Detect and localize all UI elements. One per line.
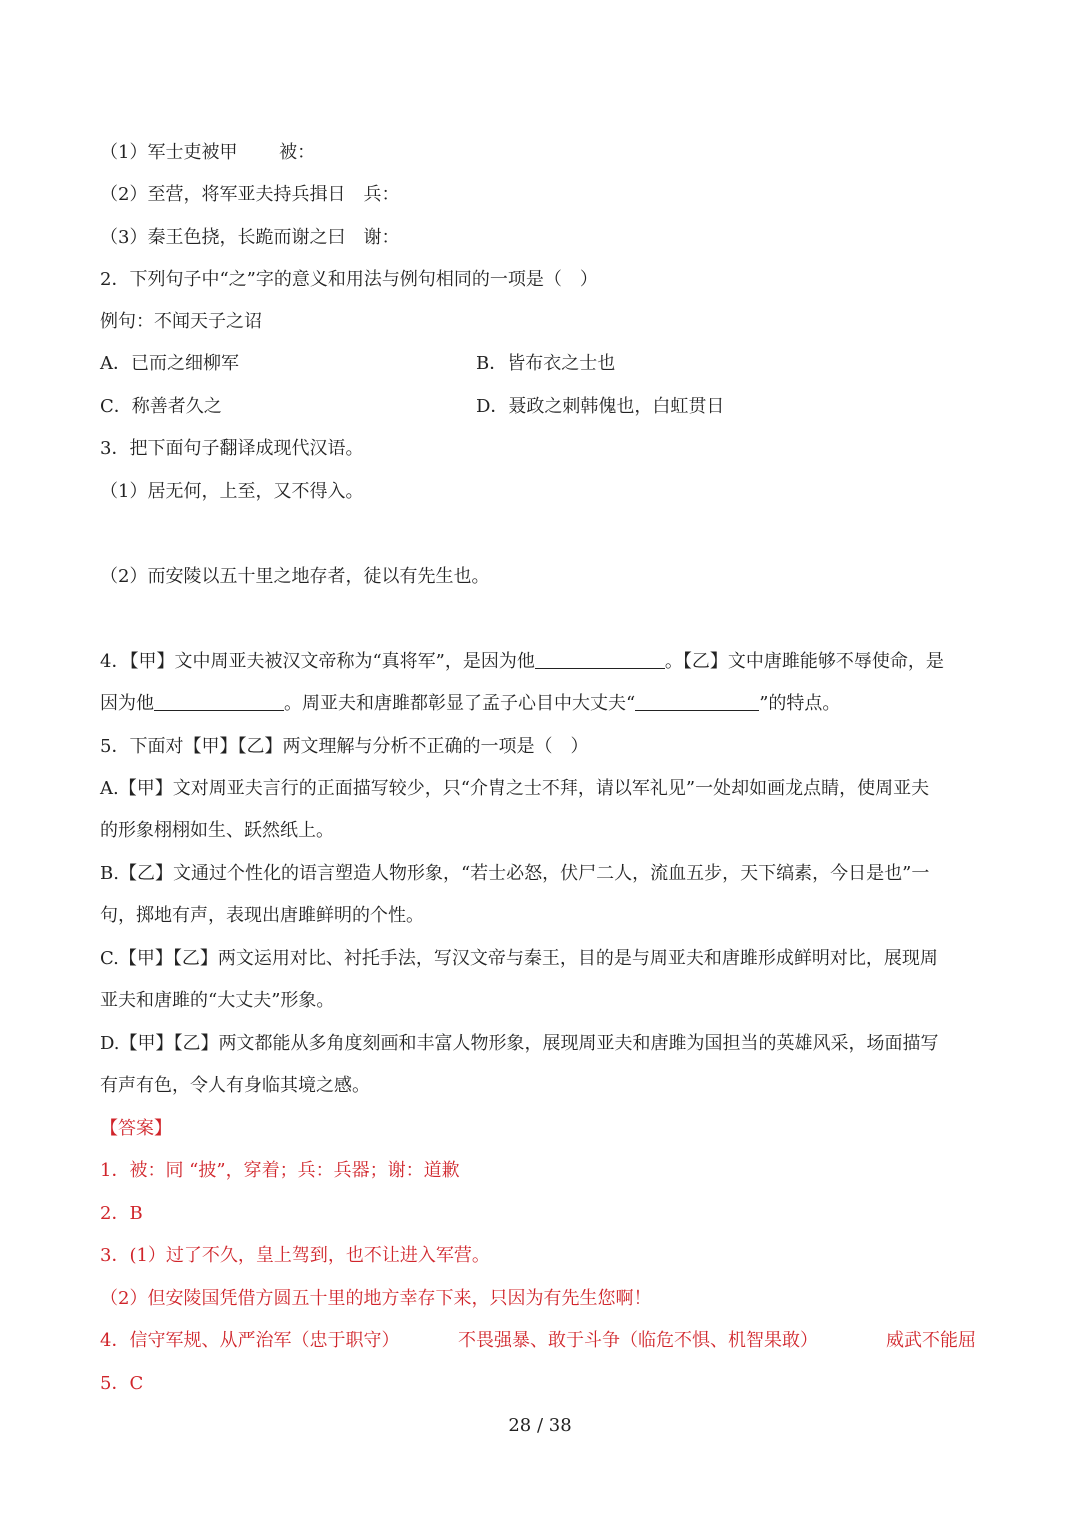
answer-3-2: （2）但安陵国凭借方圆五十里的地方幸存下来，只因为有先生您啊！ (100, 1288, 652, 1309)
answer-heading: 【答案】 (100, 1118, 172, 1139)
q4-blank-1[interactable] (535, 650, 665, 669)
q5-stem: 5．下面对【甲】【乙】两文理解与分析不正确的一项是（ ） (100, 736, 589, 757)
q4-blank-3[interactable] (635, 692, 759, 711)
q2-option-c: C．称善者久之 (100, 396, 222, 417)
q4-text-2: 。【乙】文中唐雎能够不辱使命，是 (664, 651, 944, 672)
q5-option-c-line-2: 亚夫和唐雎的“大丈夫”形象。 (100, 990, 335, 1011)
answer-2: 2．B (100, 1203, 143, 1224)
q4-line-1 (100, 649, 944, 675)
answer-4-part-1: 4．信守军规、从严治军（忠于职守） (100, 1330, 400, 1351)
q3-stem: 3．把下面句子翻译成现代汉语。 (100, 438, 364, 459)
q4-text-4: 。周亚夫和唐雎都彰显了孟子心目中大丈夫“ (284, 693, 636, 714)
answer-4-part-3: 威武不能屈 (886, 1330, 976, 1351)
page-number: 28 / 38 (508, 1415, 572, 1436)
q2-option-d: D．聂政之刺韩傀也，白虹贯日 (476, 396, 725, 417)
q3-item-1: （1）居无何，上至，又不得入。 (100, 481, 364, 502)
q5-option-b-line-2: 句，掷地有声，表现出唐雎鲜明的个性。 (100, 905, 424, 926)
q4-text-3: 因为他 (100, 693, 154, 714)
q2-option-a: A．已而之细柳军 (100, 353, 239, 374)
q5-option-d-line-1: D.【甲】【乙】两文都能从多角度刻画和丰富人物形象，展现周亚夫和唐雎为国担当的英雄风采，场面描写 (100, 1033, 939, 1054)
answer-5: 5．C (100, 1373, 144, 1394)
answer-4-part-2: 不畏强暴、敢于斗争（临危不惧、机智果敢） (458, 1330, 818, 1351)
q4-blank-2[interactable] (154, 692, 284, 711)
q4-line-2 (100, 691, 840, 717)
q5-option-b-line-1: B.【乙】文通过个性化的语言塑造人物形象，“若士必怒，伏尸二人，流血五步，天下缟素，今日是也”一 (100, 863, 930, 884)
q5-option-c-line-1: C.【甲】【乙】两文运用对比、衬托手法，写汉文帝与秦王，目的是与周亚夫和唐雎形成鲜明对比，展现周 (100, 948, 938, 969)
q4-text-1: 4．【甲】文中周亚夫被汉文帝称为“真将军”，是因为他 (100, 651, 535, 672)
q5-option-a-line-2: 的形象栩栩如生、跃然纸上。 (100, 820, 334, 841)
q5-option-d-line-2: 有声有色，令人有身临其境之感。 (100, 1075, 370, 1096)
q2-option-b: B．皆布衣之士也 (476, 353, 616, 374)
q5-option-a-line-1: A.【甲】文对周亚夫言行的正面描写较少，只“介胄之士不拜，请以军礼见”一处却如画龙点睛，使周亚夫 (100, 778, 930, 799)
answer-1: 1．被：同 “披”，穿着；兵：兵器；谢：道歉 (100, 1160, 460, 1181)
q1-item-2: （2）至营，将军亚夫持兵揖日 兵： (100, 184, 400, 205)
q1-item-3: （3）秦王色挠，长跪而谢之曰 谢： (100, 227, 400, 248)
q4-text-5: ”的特点。 (759, 693, 841, 714)
q3-item-2: （2）而安陵以五十里之地存者，徒以有先生也。 (100, 566, 490, 587)
q1-item-1: （1）军士吏被甲 被： (100, 142, 316, 163)
answer-3-1: 3．(1）过了不久，皇上驾到，也不让进入军营。 (100, 1245, 490, 1266)
q2-example: 例句：不闻天子之诏 (100, 311, 262, 332)
q2-stem: 2．下列句子中“之”字的意义和用法与例句相同的一项是（ ） (100, 269, 598, 290)
